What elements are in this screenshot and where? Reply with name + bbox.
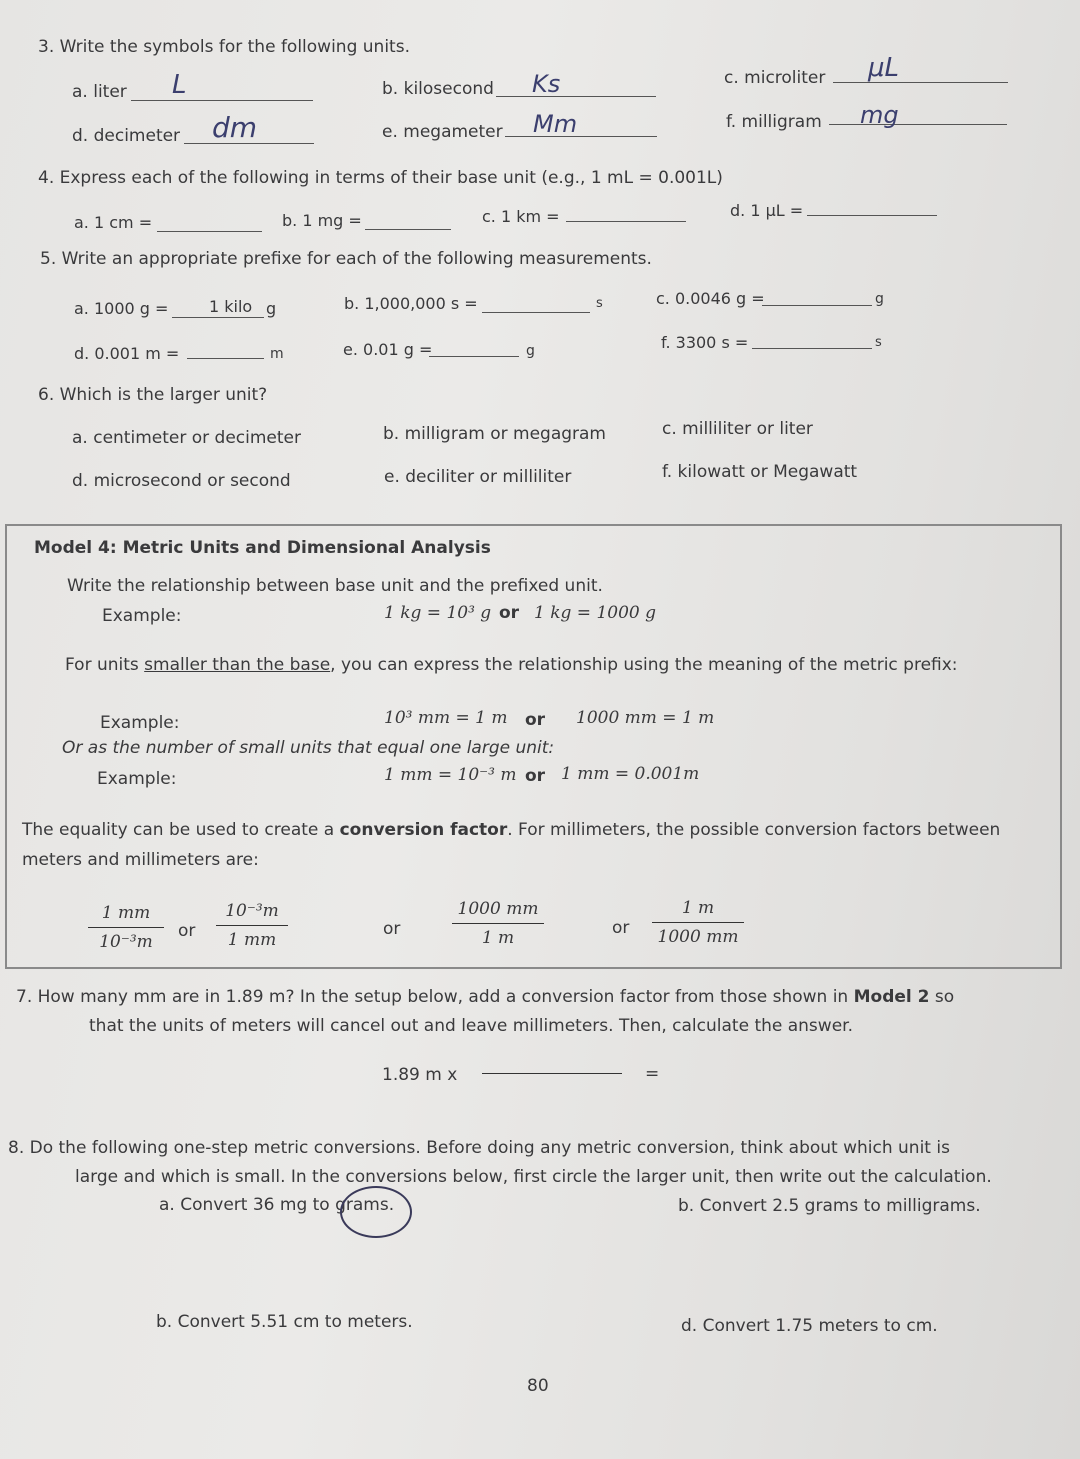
- model-title: Model 4: Metric Units and Dimensional Analysis: [34, 538, 491, 558]
- q8-line1: 8. Do the following one-step metric conversions. Before doing any metric conversion, think about which unit is: [8, 1138, 950, 1158]
- q5-c-unit: g: [875, 291, 884, 307]
- page-number: 80: [527, 1376, 549, 1396]
- or-frac-1: or: [178, 921, 196, 941]
- q3-d-answer: dm: [212, 111, 258, 144]
- q5-b-unit: s: [596, 296, 603, 311]
- equality-text: The equality can be used to create a conversion factor. For millimeters, the possible conversion factors between: [22, 820, 1001, 840]
- q6-b: b. milligram or megagram: [383, 424, 606, 444]
- q6-f: f. kilowatt or Megawatt: [662, 462, 858, 482]
- q5-b-blank[interactable]: [482, 312, 590, 313]
- q7-line1: 7. How many mm are in 1.89 m? In the setup below, add a conversion factor from those shown in Model 2 so: [16, 987, 955, 1007]
- model-intro: Write the relationship between base unit and the prefixed unit.: [67, 576, 603, 596]
- q6-a: a. centimeter or decimeter: [72, 428, 301, 448]
- example-label-3: Example:: [97, 769, 177, 789]
- q3-f-answer: mg: [860, 101, 899, 129]
- q5-e-blank[interactable]: [429, 356, 519, 357]
- q3-c-blank[interactable]: [833, 82, 1008, 83]
- fraction-4: 1 m 1000 mm: [652, 897, 744, 948]
- q7-line2: that the units of meters will cancel out and leave millimeters. Then, calculate the answer.: [89, 1016, 853, 1036]
- q6-title: 6. Which is the larger unit?: [38, 385, 268, 405]
- q8-a: a. Convert 36 mg to grams.: [159, 1195, 395, 1215]
- or-3: or: [525, 766, 546, 786]
- or-2: or: [525, 710, 546, 730]
- q3-a-answer: L: [172, 70, 187, 100]
- q3-b-answer: Ks: [532, 70, 561, 98]
- example-2b: 1000 mm = 1 m: [576, 708, 715, 728]
- q3-e-label: e. megameter: [382, 122, 503, 142]
- q5-d-blank[interactable]: [187, 358, 264, 359]
- q5-c-blank[interactable]: [762, 305, 872, 306]
- q7-setup: 1.89 m x: [382, 1065, 458, 1085]
- q3-f-label: f. milligram: [726, 112, 822, 132]
- example-1a: 1 kg = 10³ g: [384, 603, 492, 623]
- equality-text-2: meters and millimeters are:: [22, 850, 259, 870]
- example-1b: 1 kg = 1000 g: [534, 603, 657, 623]
- q3-f-blank[interactable]: [829, 124, 1007, 125]
- q3-title: 3. Write the symbols for the following units.: [38, 37, 410, 57]
- q8-d: d. Convert 1.75 meters to cm.: [681, 1316, 938, 1336]
- q5-a-fill: 1 kilo: [209, 297, 253, 316]
- q4-a-blank[interactable]: [157, 231, 262, 232]
- q6-d: d. microsecond or second: [72, 471, 291, 491]
- q6-e: e. deciliter or milliliter: [384, 467, 572, 487]
- or-frac-2: or: [383, 919, 401, 939]
- q3-b-label: b. kilosecond: [382, 79, 494, 99]
- q5-f-blank[interactable]: [752, 348, 872, 349]
- q4-c-blank[interactable]: [566, 221, 686, 222]
- q5-f-unit: s: [875, 335, 882, 350]
- q6-c: c. milliliter or liter: [662, 419, 813, 439]
- example-label-2: Example:: [100, 713, 180, 733]
- q3-a-blank[interactable]: [131, 100, 313, 101]
- q8-line2: large and which is small. In the conversions below, first circle the larger unit, then write out the calculation.: [75, 1167, 992, 1187]
- q3-e-blank[interactable]: [505, 136, 657, 137]
- grams-circle: [340, 1186, 412, 1238]
- q5-e-label: e. 0.01 g =: [343, 340, 433, 359]
- q5-c-label: c. 0.0046 g =: [656, 289, 765, 308]
- q4-d-label: d. 1 μL =: [730, 201, 804, 220]
- fraction-2: 10⁻³m 1 mm: [216, 900, 288, 951]
- example-2a: 10³ mm = 1 m: [384, 708, 508, 728]
- q5-b-label: b. 1,000,000 s =: [344, 294, 478, 313]
- q5-title: 5. Write an appropriate prefixe for each of the following measurements.: [40, 249, 652, 269]
- example-3b: 1 mm = 0.001m: [561, 764, 700, 784]
- q3-d-label: d. decimeter: [72, 126, 181, 146]
- q5-d-label: d. 0.001 m =: [74, 344, 180, 363]
- or-1: or: [499, 603, 520, 623]
- q4-c-label: c. 1 km =: [482, 207, 560, 226]
- q4-title: 4. Express each of the following in terms of their base unit (e.g., 1 mL = 0.001L): [38, 168, 723, 188]
- q7-fraction-blank[interactable]: [482, 1073, 622, 1074]
- q5-f-label: f. 3300 s =: [661, 333, 749, 352]
- smaller-text: For units smaller than the base, you can express the relationship using the meaning of the metric prefix:: [65, 655, 958, 675]
- q8-b1: b. Convert 2.5 grams to milligrams.: [678, 1196, 981, 1216]
- q8-b2: b. Convert 5.51 cm to meters.: [156, 1312, 413, 1332]
- example-3a: 1 mm = 10⁻³ m: [384, 765, 517, 785]
- q4-b-blank[interactable]: [365, 229, 451, 230]
- q5-a-label: a. 1000 g =: [74, 299, 169, 318]
- or-small-text: Or as the number of small units that equal one large unit:: [62, 738, 555, 758]
- q5-a-blank[interactable]: [172, 317, 264, 318]
- q5-a-unit: g: [266, 299, 277, 318]
- q4-d-blank[interactable]: [807, 215, 937, 216]
- q5-e-unit: g: [526, 343, 535, 359]
- fraction-1: 1 mm 10⁻³m: [88, 902, 164, 953]
- q3-e-answer: Mm: [533, 110, 578, 138]
- fraction-3: 1000 mm 1 m: [452, 898, 544, 949]
- q4-b-label: b. 1 mg =: [282, 211, 362, 230]
- q3-a-label: a. liter: [72, 82, 127, 102]
- q7-equals: =: [645, 1064, 660, 1084]
- q3-c-label: c. microliter: [724, 68, 826, 88]
- q3-b-blank[interactable]: [496, 96, 656, 97]
- example-label-1: Example:: [102, 606, 182, 626]
- q5-d-unit: m: [270, 346, 284, 362]
- q3-c-answer: μL: [868, 53, 900, 83]
- or-frac-3: or: [612, 918, 630, 938]
- q4-a-label: a. 1 cm =: [74, 213, 153, 232]
